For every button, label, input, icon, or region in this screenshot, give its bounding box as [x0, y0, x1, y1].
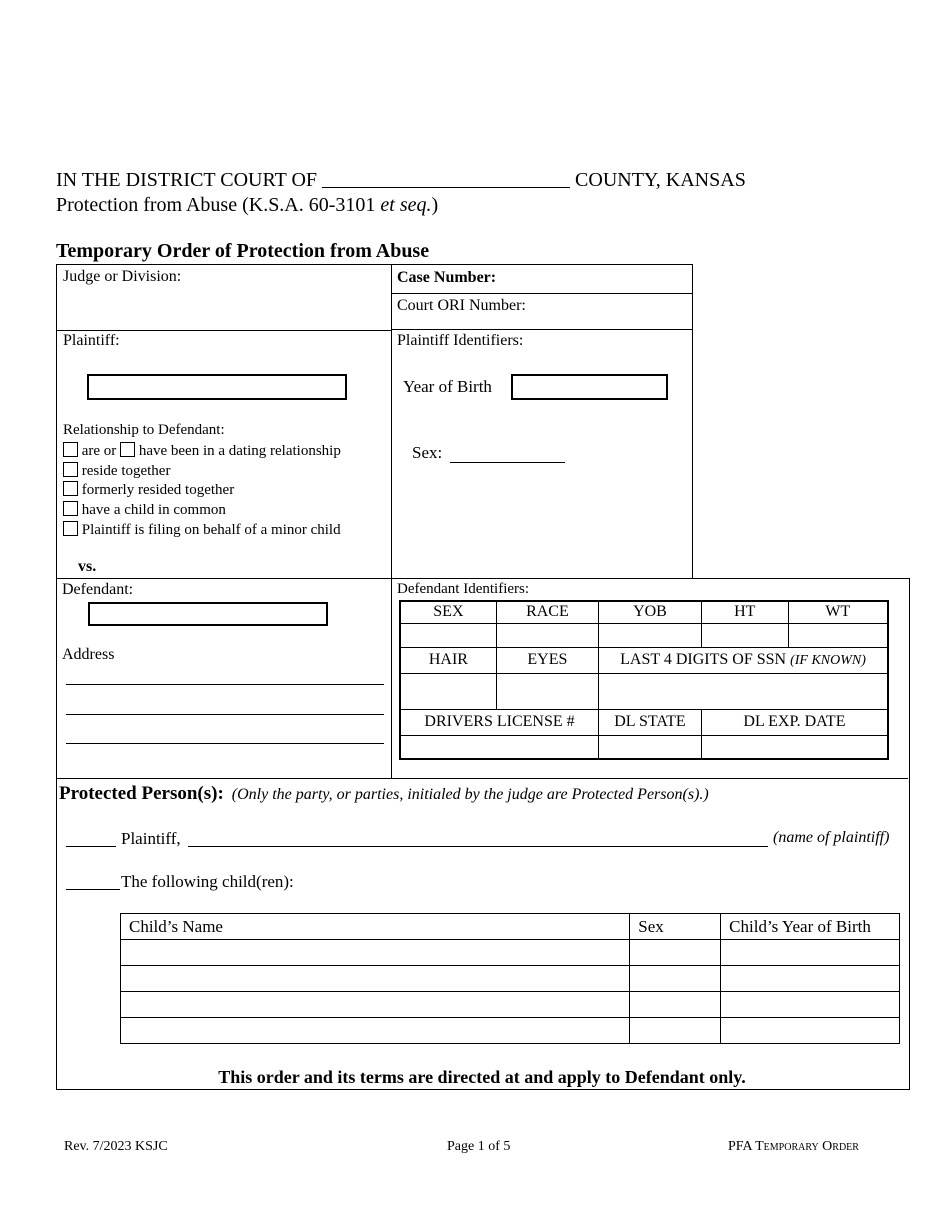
judge-label: Judge or Division: [63, 268, 182, 285]
judge-cell[interactable] [56, 264, 392, 331]
statute-prefix: Protection from Abuse (K.S.A. 60-3101 [56, 194, 376, 216]
year-of-birth-input[interactable] [511, 374, 668, 400]
defendant-identifiers-table [399, 600, 889, 760]
rel-formerly-checkbox[interactable] [63, 481, 78, 496]
statute-italic: et seq. [380, 194, 432, 216]
rel-reside-row [63, 462, 170, 480]
child-yob-input[interactable] [721, 1018, 900, 1044]
children-table [120, 913, 900, 1044]
court-prefix: IN THE DISTRICT COURT OF [56, 169, 318, 191]
child-sex-input[interactable] [630, 1018, 721, 1044]
protected-heading-row [59, 783, 709, 805]
col-wt: WT [788, 601, 888, 623]
sex-label: Sex: [412, 443, 443, 462]
rel-dating-checkbox[interactable] [120, 442, 135, 457]
statute-line [56, 194, 438, 217]
child-name-input[interactable] [121, 940, 630, 966]
plaintiff-name-hint: (name of plaintiff) [773, 829, 890, 846]
plaintiff-label: Plaintiff: [63, 332, 120, 349]
children-label: The following child(ren): [121, 872, 294, 891]
defendant-eyes-input[interactable] [496, 673, 598, 709]
plaintiff-name-input[interactable] [87, 374, 347, 400]
page-title: Temporary Order of Protection from Abuse [56, 240, 430, 262]
relationship-label: Relationship to Defendant: [63, 422, 225, 438]
court-line [56, 169, 746, 192]
defendant-dl-state-input[interactable] [599, 735, 702, 759]
rel-formerly-row [63, 481, 234, 499]
year-of-birth-label: Year of Birth [403, 377, 492, 396]
address-label: Address [62, 646, 115, 663]
rel-reside-checkbox[interactable] [63, 462, 78, 477]
col-dl: DRIVERS LICENSE # [400, 709, 599, 735]
address-line-1[interactable] [66, 684, 384, 685]
col-ssn [599, 647, 888, 673]
table-row [121, 940, 900, 966]
col-ssn-label: LAST 4 DIGITS OF SSN [620, 651, 787, 668]
defendant-hair-input[interactable] [400, 673, 496, 709]
child-yob-input[interactable] [721, 940, 900, 966]
rel-child-row [63, 501, 226, 519]
defendant-wt-input[interactable] [788, 623, 888, 647]
rel-dating-label: have been in a dating relationship [138, 443, 341, 459]
section-divider [56, 778, 908, 779]
table-row [121, 992, 900, 1018]
case-number-label: Case Number: [397, 269, 497, 286]
child-yob-input[interactable] [721, 966, 900, 992]
court-ori-cell[interactable] [391, 293, 693, 330]
defendant-ssn-input[interactable] [599, 673, 888, 709]
rel-minor-checkbox[interactable] [63, 521, 78, 536]
col-race: RACE [496, 601, 598, 623]
table-row [121, 1018, 900, 1044]
rel-formerly-label: formerly resided together [81, 482, 235, 498]
defendant-identifiers-label: Defendant Identifiers: [397, 581, 530, 597]
child-name-header: Child’s Name [121, 914, 630, 940]
col-dl-exp: DL EXP. DATE [701, 709, 888, 735]
case-number-cell[interactable] [391, 264, 693, 294]
defendant-ht-input[interactable] [701, 623, 788, 647]
page-number: Page 1 of 5 [447, 1139, 511, 1154]
col-eyes: EYES [496, 647, 598, 673]
protected-note: (Only the party, or parties, initialed by the judge are Protected Person(s).) [231, 786, 709, 803]
defendant-race-input[interactable] [496, 623, 598, 647]
rel-child-label: have a child in common [81, 502, 226, 518]
court-ori-label: Court ORI Number: [397, 297, 526, 314]
statute-suffix: ) [431, 194, 439, 216]
protected-plaintiff-label: Plaintiff, [121, 829, 181, 848]
col-hair: HAIR [400, 647, 496, 673]
rel-minor-label: Plaintiff is filing on behalf of a minor child [81, 522, 341, 538]
child-name-input[interactable] [121, 992, 630, 1018]
plaintiff-identifiers-cell [391, 329, 693, 579]
protected-heading: Protected Person(s): [59, 783, 224, 804]
defendant-sex-input[interactable] [400, 623, 496, 647]
col-yob: YOB [599, 601, 702, 623]
child-sex-header: Sex [630, 914, 721, 940]
child-yob-input[interactable] [721, 992, 900, 1018]
footer-statement: This order and its terms are directed at and apply to Defendant only. [218, 1067, 746, 1087]
revision-label: Rev. 7/2023 KSJC [64, 1139, 168, 1154]
defendant-dl-exp-input[interactable] [701, 735, 888, 759]
col-ht: HT [701, 601, 788, 623]
rel-minor-row [63, 521, 341, 539]
defendant-divider [391, 578, 392, 778]
plaintiff-cell [56, 329, 392, 579]
court-suffix: COUNTY, KANSAS [575, 169, 746, 191]
rel-child-checkbox[interactable] [63, 501, 78, 516]
address-line-2[interactable] [66, 714, 384, 715]
child-sex-input[interactable] [630, 940, 721, 966]
child-name-input[interactable] [121, 1018, 630, 1044]
children-initial-field[interactable] [66, 874, 120, 890]
rel-are-label: are or [81, 443, 117, 459]
vs-label: vs. [78, 558, 97, 575]
defendant-label: Defendant: [62, 581, 134, 598]
plaintiff-name-line[interactable] [188, 831, 768, 847]
plaintiff-sex-field[interactable] [450, 445, 565, 463]
table-row [121, 966, 900, 992]
child-sex-input[interactable] [630, 966, 721, 992]
rel-dating-row [63, 442, 341, 460]
rel-reside-label: reside together [81, 463, 171, 479]
defendant-dl-input[interactable] [400, 735, 599, 759]
rel-are-checkbox[interactable] [63, 442, 78, 457]
child-yob-header: Child’s Year of Birth [721, 914, 900, 940]
plaintiff-identifiers-label: Plaintiff Identifiers: [397, 332, 524, 349]
col-ssn-note: (IF KNOWN) [790, 653, 866, 668]
child-sex-input[interactable] [630, 992, 721, 1018]
county-field[interactable] [322, 169, 570, 188]
plaintiff-initial-field[interactable] [66, 831, 116, 847]
col-sex: SEX [400, 601, 496, 623]
defendant-name-input[interactable] [88, 602, 328, 626]
child-name-input[interactable] [121, 966, 630, 992]
defendant-yob-input[interactable] [599, 623, 702, 647]
col-dl-state: DL STATE [599, 709, 702, 735]
form-name: PFA Temporary Order [728, 1139, 859, 1154]
address-line-3[interactable] [66, 743, 384, 744]
